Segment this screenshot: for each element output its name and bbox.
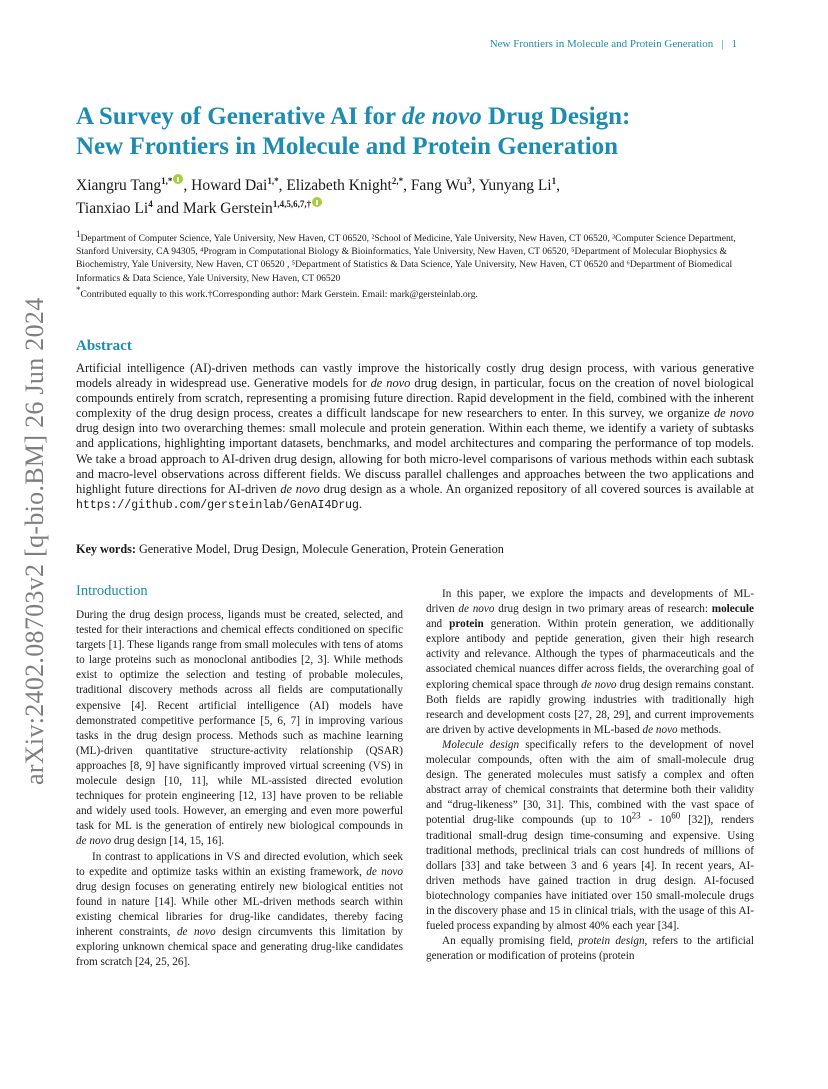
author-name: Tianxiao Li (76, 200, 149, 217)
intro-paragraph-2 (76, 850, 403, 971)
r1-text-a: In this paper, we explore the impacts and developments of ML-driven (426, 588, 754, 616)
author-affiliation-sup: 4 (148, 198, 153, 209)
r2-sup-1: 23 (631, 810, 641, 821)
author-name: Xiangru Tang (76, 177, 162, 194)
running-head-text: New Frontiers in Molecule and Protein Generation (489, 38, 714, 50)
author-name: Mark Gerstein (182, 200, 273, 217)
introduction-heading: Introduction (76, 583, 148, 599)
title-part1: A Survey of Generative AI for (76, 103, 402, 130)
p2-italic-2: de novo (176, 925, 216, 938)
abstract-heading: Abstract (76, 338, 132, 354)
author-name: Yunyang Li (478, 177, 552, 194)
r1-text-d: generation. Within protein generation, we additionally explore antibody and peptide generation, given their high research activity and relevance. Although the types of pharmaceuticals and the associated chemical nuances differ across fields, the overarching goal of exploring chemical space through (426, 618, 755, 691)
author-affiliation-sup: 1,* (267, 175, 279, 186)
keywords-label: Key words: (76, 542, 136, 556)
intro-paragraph-3 (426, 587, 754, 738)
abstract-end: . (358, 496, 363, 511)
running-head-separator: | (721, 38, 724, 50)
abstract-italic-3: de novo (280, 481, 320, 496)
r2-text-c: [32]), renders traditional small-drug design time-consuming and expensive. Using traditional methods, preclinical trials can cost hundreds of millions of dollars [33] and take between 3 and 6 years [4]. In recent years, AI-driven methods have gained traction in drug design. AI-focused biotechnology companies have initiated over 150 small-molecule drugs in the discovery phase and 15 in clinical trials, with the usage of this AI-fueled process expanding by almost 40% each year [34]. (426, 814, 754, 933)
right-column (426, 587, 754, 964)
author-separator: , (183, 177, 192, 194)
contribution-note (76, 284, 744, 301)
keywords (76, 542, 756, 557)
r2-text-b: - 10 (640, 814, 672, 827)
r1-italic-1: de novo (458, 603, 495, 616)
abstract-text-2: drug design, in particular, focus on the creation of novel biological compounds entirely from scratch, representing a promising future direction. Rapid development in the field, combined with the inherent complexity of the drug design process, creates a difficult landscape for new researchers to enter. In this survey, we organize (76, 376, 754, 421)
r1-text-c: and (426, 618, 450, 631)
left-column (76, 608, 403, 970)
title-part2: Drug Design: (481, 103, 631, 130)
r2-italic: Molecule design (442, 738, 520, 751)
title-italic: de novo (401, 103, 482, 130)
r1-text-f: methods. (677, 723, 722, 736)
p2-text-a: In contrast to applications in VS and directed evolution, which seek to expedite and optimize tasks within an existing framework, (76, 850, 403, 878)
abstract-text-3: drug design into two overarching themes: small molecule and protein generation. Within each theme, we identify a variety of subtasks and applications, highlighting important datasets, benchmarks, and model architectures and comparing the performance of top models. We take a broad approach to AI-driven drug design, allowing for both micro-level comparisons of various methods within each subtask and macro-level observations across different fields. We discuss parallel challenges and approaches between the two applications and highlight future directions for AI-driven (76, 421, 754, 496)
keywords-text: Generative Model, Drug Design, Molecule Generation, Protein Generation (135, 542, 504, 556)
p2-text-b: drug design focuses on generating entirely new biological entities not found in nature [14]. While other ML-driven methods search within existing chemical libraries for drug-like candidates, thereby facing inherent constraints, (76, 880, 403, 938)
r1-italic-2: de novo (581, 678, 617, 691)
r3-text-a: An equally promising field, (442, 935, 579, 948)
running-head (490, 38, 737, 50)
p2-text-c: design circumvents this limitation by exploring unknown chemical space and generating drug-like candidates from scratch [24, 25, 26]. (76, 925, 404, 969)
r3-text-b: , refers to the artificial generation or modification of proteins (protein (426, 935, 754, 963)
author-name: Fang Wu (410, 177, 468, 194)
author-list (76, 174, 756, 220)
author-separator: , (556, 177, 560, 194)
author-separator: , (403, 177, 411, 194)
author-affiliation-sup: 3 (467, 175, 472, 186)
r1-bold-2: protein (449, 618, 484, 631)
r2-sup-2: 60 (671, 810, 681, 821)
affiliation-text: Department of Computer Science, Yale University, New Haven, CT 06520, ²School of Medicine, Yale University, New Haven, CT 06520, ³Computer Science Department, Stanford University, CA 94305, ⁴Program in Computational Biology & Bioinformatics, Yale University, New Haven, CT 06520, ⁵Department of Molecular Biophysics & Biochemistry, Yale University, New Haven, CT 06520 , ⁵Department of Statistics & Data Science, Yale University, New Haven, CT 06520 and ⁶Department of Biomedical Informatics & Data Science, Yale University, New Haven, CT 06520 (76, 233, 736, 284)
p1-text-b: drug design [14, 15, 16]. (111, 835, 225, 848)
r3-italic: protein design (578, 935, 645, 948)
author-affiliation-sup: 1,* (161, 175, 173, 186)
intro-paragraph-4 (426, 738, 754, 934)
r1-italic-3: de novo (642, 723, 678, 736)
p2-italic-1: de novo (366, 865, 403, 878)
abstract-italic-2: de novo (713, 406, 754, 421)
author-name: Elizabeth Knight (286, 177, 392, 194)
author-affiliation-sup: 1 (551, 175, 557, 186)
affiliation-first-sup: 1 (76, 228, 81, 239)
p1-text-a: During the drug design process, ligands must be created, selected, and tested for their interactions and chemical effects conditioned on specific targets [1]. These ligands range from small molecules with tens of atoms to large proteins such as monoclonal antibodies [2, 3]. While methods exist to optimize the selection and testing of probable molecules, traditional discovery methods across all fields are computationally expensive [4]. Recent artificial intelligence (AI) models have demonstrated competitive performance [5, 6, 7] in improving various tasks in the drug design process. Methods such as machine learning (ML)-driven quantitative structure-activity relationship (QSAR) approaches [8, 9] have significantly improved virtual screening (VS) in molecule design [10, 11], while ML-assisted directed evolution techniques for protein engineering [12, 13] have proven to be reliable and widely used tools. However, an emerging and even more powerful task for ML is the generation of entirely new biological compounds in (76, 609, 403, 833)
orcid-icon[interactable] (312, 197, 322, 207)
paper-title (76, 102, 766, 162)
author-affiliation-sup: 2,* (391, 175, 404, 186)
abstract-body (76, 361, 754, 513)
repository-link[interactable]: https://github.com/gersteinlab/GenAI4Drug (76, 498, 359, 512)
author-separator: and (152, 200, 183, 217)
note-sup: * (76, 284, 81, 295)
p1-italic: de novo (76, 835, 112, 848)
author-name: Howard Dai (191, 177, 268, 194)
note-text: Contributed equally to this work.†Corresponding author: Mark Gerstein. Email: mark@gersteinlab.org. (80, 288, 478, 300)
r1-text-e: drug design remains constant. Both fields are rapidly growing industries with traditionally high research and development costs [27, 28, 29], and current improvements are driven by active developments in ML-based (426, 678, 754, 736)
abstract-text-4: drug design as a whole. An organized repository of all covered sources is available at (319, 481, 754, 496)
intro-paragraph-5 (426, 934, 754, 964)
r1-text-b: drug design in two primary areas of research: (494, 603, 712, 616)
author-separator: , (471, 177, 479, 194)
abstract-italic-1: de novo (370, 376, 411, 391)
author-affiliation-sup: 1,4,5,6,7,† (272, 198, 312, 209)
author-separator: , (278, 177, 287, 194)
r1-bold-1: molecule (711, 603, 754, 616)
orcid-icon[interactable] (173, 174, 183, 184)
title-line2: New Frontiers in Molecule and Protein Generation (76, 133, 619, 160)
affiliations (76, 228, 744, 301)
abstract-text-1: Artificial intelligence (AI)-driven methods can vastly improve the historically costly drug design process, with various generative models already in widespread use. Generative models for (76, 361, 754, 391)
r2-text-a: specifically refers to the development of novel molecular compounds, often with the aim of small-molecule drug design. The generated molecules must satisfy a complex and often abstract array of chemical constraints that determine both their validity and “drug-likeness” [30, 31]. This, combined with the vast space of potential drug-like compounds (up to 10 (426, 738, 754, 827)
intro-paragraph-1 (76, 608, 403, 850)
affiliation-list (76, 228, 744, 285)
page-number: 1 (731, 38, 737, 50)
arxiv-stamp: arXiv:2402.08703v2 [q-bio.BM] 26 Jun 2024 (20, 297, 49, 785)
